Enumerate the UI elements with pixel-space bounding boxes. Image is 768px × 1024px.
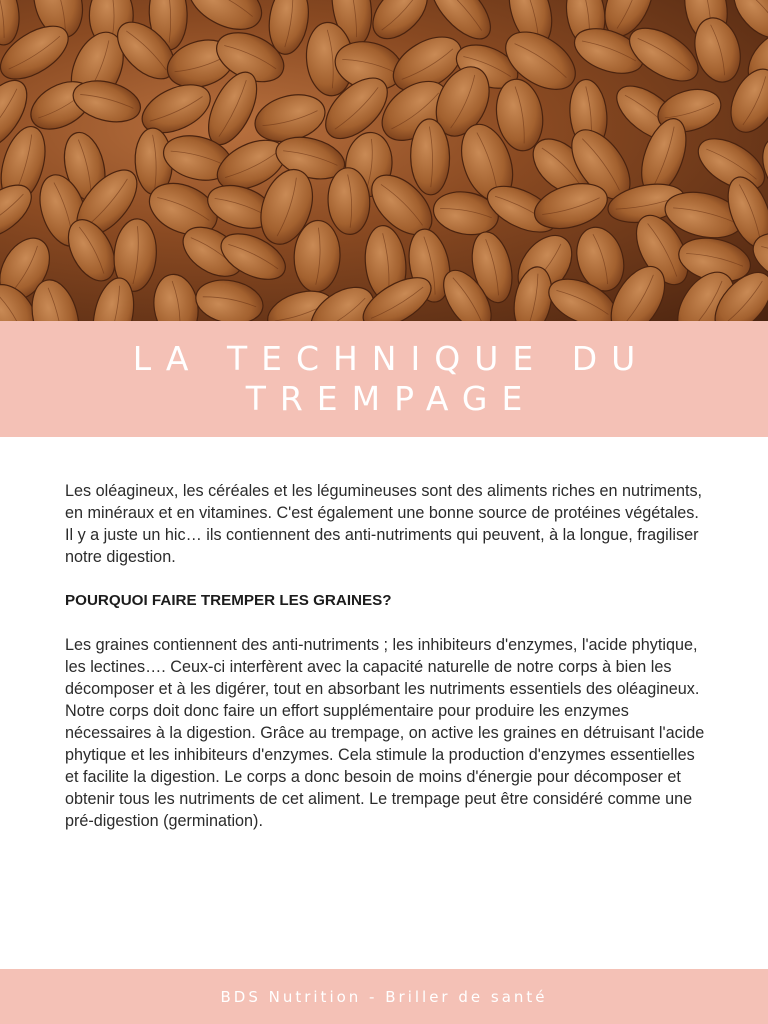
almond-shape	[192, 275, 266, 321]
page-title-line-1: LA TECHNIQUE DU	[132, 339, 650, 378]
almond-shape	[150, 271, 203, 321]
almonds-illustration	[0, 0, 768, 321]
section-heading: POURQUOI FAIRE TREMPER LES GRAINES?	[65, 592, 392, 609]
explanation-paragraph: Les graines contiennent des anti-nutriments ; les inhibiteurs d'enzymes, l'acide phytique, les lectines…. Ceux-ci interfèrent avec la capacité naturelle de notre corps à bien les décomposer et à les digérer, tout en absorbant les nutriments essentiels des oléagineux. Notre corps doit donc faire un effort supplémentaire pour produire les enzymes nécessaires à la digestion. Grâce au trempage, on active les graines en détruisant l'acide phytique et les inhibiteurs d'enzymes. Cela stimule la production d'enzymes essentielles et facilite la digestion. Le corps a donc besoin de moins d'énergie pour décomposer et obtenir tous les nutriments de cet aliment. Le trempage peut être considéré comme une pré-digestion (germination).	[65, 636, 705, 830]
almonds-hero-image	[0, 0, 768, 321]
page-title-line-2: TREMPAGE	[245, 379, 537, 418]
title-band	[0, 321, 768, 437]
footer-brand: BDS Nutrition - Briller de santé	[220, 987, 548, 1006]
intro-paragraph: Les oléagineux, les céréales et les légumineuses sont des aliments riches en nutriments, en minéraux et en vitamines. C'est également une bonne source de protéines végétales. Il y a juste un hic… ils contiennent des anti-nutriments qui peuvent, à la longue, fragiliser notre digestion.	[65, 482, 703, 566]
footer-band	[0, 969, 768, 1024]
article-body	[65, 480, 710, 854]
